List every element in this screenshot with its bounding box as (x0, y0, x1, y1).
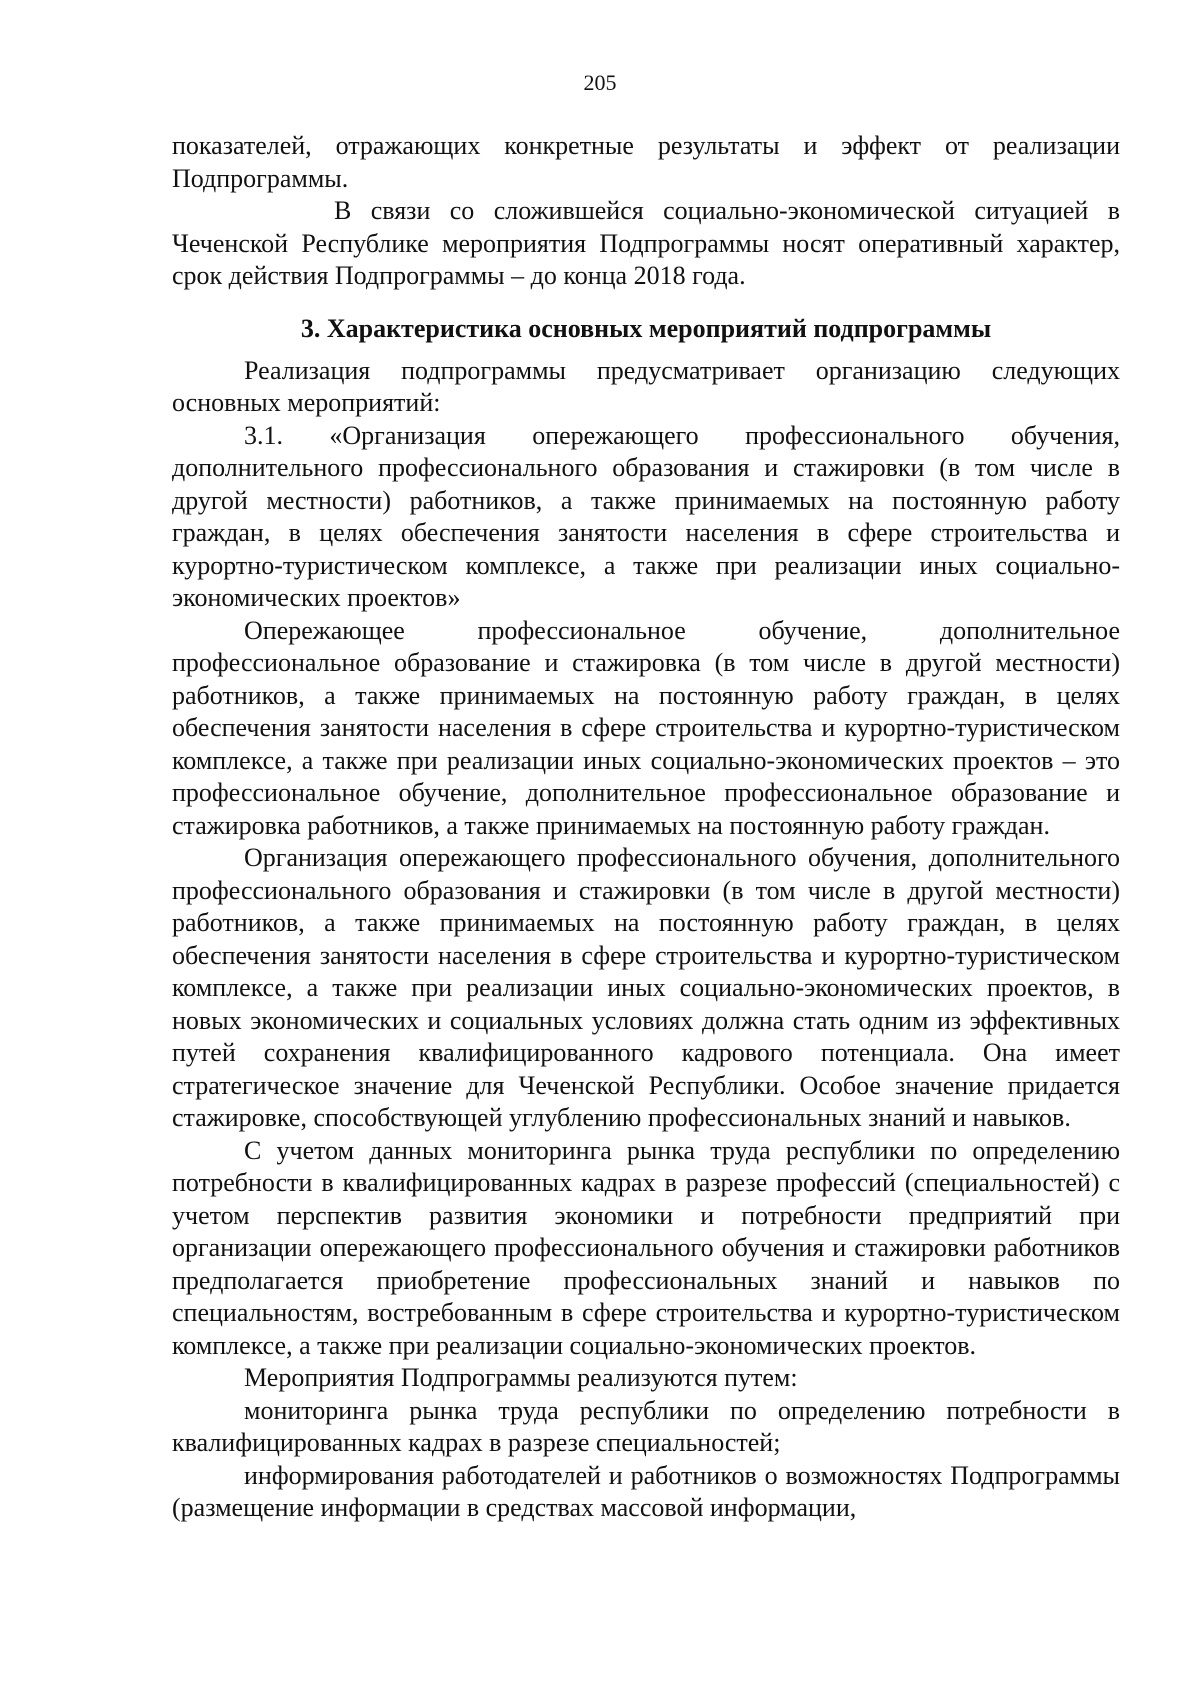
paragraph-item-3-1: 3.1. «Организация опережающего профессионального обучения, дополнительного профессионального образования и стажировки (в том числе в другой местности) работников, а также принимаемых на постоянную работу граждан, в целях обеспечения занятости населения в сфере строительства и курортно-туристическом комплексе, а также при реализации иных социально-экономических проектов» (172, 420, 1120, 612)
paragraph-intro: Реализация подпрограммы предусматривает организацию следующих основных мероприятий: (172, 355, 1120, 417)
paragraph-monitoring-data: С учетом данных мониторинга рынка труда республики по определению потребности в квалифицированных кадрах в разрезе профессий (специальностей) с учетом перспектив развития экономики и потребности предприятий при организации опережающего профессионального обучения и стажировки работников предполагается приобретение профессиональных знаний и навыков по специальностям, востребованным в сфере строительства и курортно-туристическом комплексе, а также при реализации социально-экономических проектов. (172, 1135, 1120, 1360)
section-heading: 3. Характеристика основных мероприятий подпрограммы (300, 313, 992, 343)
paragraph-measure-monitoring: мониторинга рынка труда республики по определению потребности в квалифицированных кадрах в разрезе специальностей; (172, 1395, 1120, 1457)
paragraph-continuation: показателей, отражающих конкретные результаты и эффект от реализации Подпрограммы. (172, 131, 1120, 193)
paragraph-definition: Опережающее профессиональное обучение, дополнительное профессиональное образование и стажировка (в том числе в другой местности) работников, а также принимаемых на постоянную работу граждан, в целях обеспечения занятости населения в сфере строительства и курортно-туристическом комплексе, а также при реализации иных социально-экономических проектов – это профессиональное обучение, дополнительное профессиональное образование и стажировка работников, а также принимаемых на постоянную работу граждан. (172, 615, 1120, 840)
paragraph-measures-intro: Мероприятия Подпрограммы реализуются путем: (244, 1363, 798, 1392)
document-body (172, 130, 1120, 1525)
paragraph-organization: Организация опережающего профессионального обучения, дополнительного профессионального образования и стажировки (в том числе в другой местности) работников, а также принимаемых на постоянную работу граждан, в целях обеспечения занятости населения в сфере строительства и курортно-туристическом комплексе, а также при реализации иных социально-экономических проектов, в новых экономических и социальных условиях должна стать одним из эффективных путей сохранения квалифицированного кадрового потенциала. Она имеет стратегическое значение для Чеченской Республики. Особое значение придается стажировке, способствующей углублению профессиональных знаний и навыков. (172, 843, 1120, 1132)
paragraph-situation: В связи со сложившейся социально-экономической ситуацией в Чеченской Республике мероприятия Подпрограммы носят оперативный характер, срок действия Подпрограммы – до конца 2018 года. (172, 196, 1120, 290)
page-number: 205 (583, 70, 617, 95)
paragraph-measure-informing: информирования работодателей и работников о возможностях Подпрограммы (размещение информации в средствах массовой информации, (172, 1460, 1120, 1522)
